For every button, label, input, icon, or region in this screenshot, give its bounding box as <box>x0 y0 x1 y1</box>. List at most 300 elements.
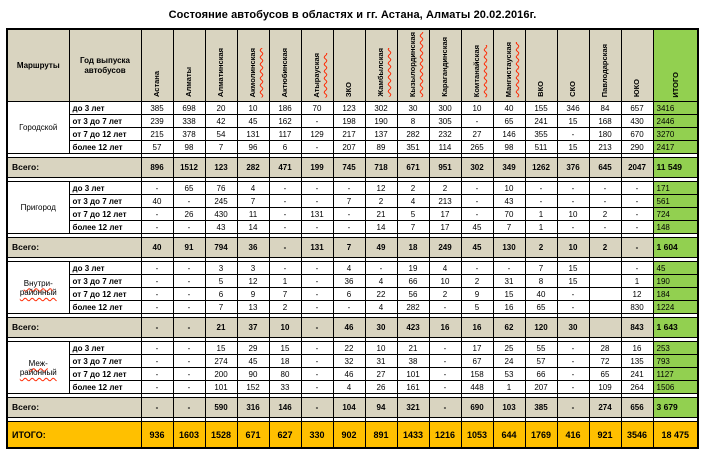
section-total-cell: 274 <box>589 398 621 418</box>
table-row <box>7 115 698 128</box>
value-cell <box>589 288 621 301</box>
value-cell: 8 <box>525 275 557 288</box>
region-column-header <box>301 29 333 102</box>
value-cell: 207 <box>333 141 365 154</box>
grand-total-row <box>7 422 698 449</box>
value-cell: - <box>557 355 589 368</box>
value-cell: 109 <box>589 381 621 394</box>
section-total-label: Всего: <box>7 318 141 338</box>
grand-total-cell: 3546 <box>621 422 653 449</box>
region-column-label: ЗКО <box>344 82 354 98</box>
grand-total-cell: 416 <box>557 422 589 449</box>
row-total-cell: 45 <box>653 262 698 275</box>
value-cell: 21 <box>397 342 429 355</box>
section-total-label: Всего: <box>7 238 141 258</box>
value-cell: 232 <box>429 128 461 141</box>
section-total-cell: - <box>301 318 333 338</box>
value-cell: - <box>557 288 589 301</box>
value-cell: 70 <box>493 208 525 221</box>
value-cell: 5 <box>205 275 237 288</box>
table-row <box>7 275 698 288</box>
section-total-cell: - <box>269 238 301 258</box>
region-column-header <box>365 29 397 102</box>
value-cell: 2 <box>589 208 621 221</box>
value-cell: 18 <box>269 355 301 368</box>
value-cell: - <box>461 115 493 128</box>
region-column-label: Алматинская <box>216 48 226 98</box>
value-cell: 4 <box>429 262 461 275</box>
route-section-name-line: Городской <box>19 123 58 133</box>
value-cell: 17 <box>429 221 461 234</box>
route-section-label <box>7 102 69 154</box>
value-cell: 670 <box>621 128 653 141</box>
value-cell: - <box>173 288 205 301</box>
value-cell: 245 <box>205 195 237 208</box>
section-total-cell: 671 <box>397 158 429 178</box>
value-cell: 6 <box>333 288 365 301</box>
region-column-header <box>397 29 429 102</box>
table-row <box>7 355 698 368</box>
route-section-name-line: районный <box>19 367 57 377</box>
region-column-header <box>429 29 461 102</box>
section-total-cell: 645 <box>589 158 621 178</box>
grand-total-cell: 921 <box>589 422 621 449</box>
table-row <box>7 342 698 355</box>
value-cell: 10 <box>237 102 269 115</box>
route-section-name-line: Меж- <box>28 358 48 368</box>
section-total-cell: 376 <box>557 158 589 178</box>
grand-total-cell: 1528 <box>205 422 237 449</box>
table-row <box>7 182 698 195</box>
value-cell: 98 <box>173 141 205 154</box>
value-cell: 40 <box>141 195 173 208</box>
age-range-label: от 7 до 12 лет <box>69 368 141 381</box>
value-cell: - <box>173 381 205 394</box>
grand-total-label: ИТОГО: <box>7 422 141 449</box>
section-total-cell: 2 <box>525 238 557 258</box>
region-column-header <box>269 29 301 102</box>
value-cell: 430 <box>621 115 653 128</box>
value-cell: 7 <box>525 262 557 275</box>
value-cell: 80 <box>269 368 301 381</box>
value-cell: 5 <box>461 301 493 314</box>
value-cell: 264 <box>621 381 653 394</box>
age-range-label: от 7 до 12 лет <box>69 128 141 141</box>
section-grand-total-cell: 3 679 <box>653 398 698 418</box>
value-cell: - <box>173 301 205 314</box>
section-total-cell: 951 <box>429 158 461 178</box>
header-row <box>7 29 698 102</box>
row-total-cell: 1224 <box>653 301 698 314</box>
value-cell: 42 <box>205 115 237 128</box>
value-cell: 117 <box>269 128 301 141</box>
value-cell: 2 <box>461 275 493 288</box>
row-total-cell: 171 <box>653 182 698 195</box>
age-range-label: от 7 до 12 лет <box>69 288 141 301</box>
age-range-label: до 3 лет <box>69 102 141 115</box>
value-cell: 8 <box>397 115 429 128</box>
grand-total-cell: 1433 <box>397 422 429 449</box>
value-cell: 14 <box>237 221 269 234</box>
section-total-cell: - <box>429 398 461 418</box>
value-cell: 67 <box>461 355 493 368</box>
value-cell: 9 <box>237 288 269 301</box>
row-total-cell: 148 <box>653 221 698 234</box>
value-cell: 7 <box>493 221 525 234</box>
value-cell: - <box>557 381 589 394</box>
value-cell: 300 <box>429 102 461 115</box>
section-total-cell: 2 <box>589 238 621 258</box>
grand-total-cell: 671 <box>237 422 269 449</box>
row-total-cell: 561 <box>653 195 698 208</box>
value-cell: 2 <box>269 301 301 314</box>
value-cell: 20 <box>205 102 237 115</box>
grand-total-sum-cell: 18 475 <box>653 422 698 449</box>
section-total-cell: 385 <box>525 398 557 418</box>
value-cell: 22 <box>333 342 365 355</box>
section-total-cell: 21 <box>205 318 237 338</box>
table-row <box>7 221 698 234</box>
value-cell: 155 <box>525 102 557 115</box>
value-cell: 72 <box>589 355 621 368</box>
section-total-cell: 36 <box>237 238 269 258</box>
value-cell: 3 <box>205 262 237 275</box>
value-cell: 7 <box>205 301 237 314</box>
value-cell: 114 <box>429 141 461 154</box>
section-total-cell: 10 <box>269 318 301 338</box>
value-cell: 430 <box>205 208 237 221</box>
value-cell: 40 <box>493 102 525 115</box>
value-cell: - <box>173 262 205 275</box>
value-cell <box>589 301 621 314</box>
value-cell: 2 <box>429 182 461 195</box>
value-cell: 146 <box>493 128 525 141</box>
section-total-cell: 471 <box>269 158 301 178</box>
value-cell: 2 <box>365 195 397 208</box>
region-column-label: Жамбылская <box>376 48 386 98</box>
value-cell: - <box>461 208 493 221</box>
value-cell: 4 <box>333 262 365 275</box>
value-cell: - <box>141 288 173 301</box>
age-range-label: от 3 до 7 лет <box>69 275 141 288</box>
table-row <box>7 368 698 381</box>
section-total-cell: 146 <box>269 398 301 418</box>
value-cell: 53 <box>493 368 525 381</box>
value-cell: 12 <box>365 182 397 195</box>
value-cell: 6 <box>205 288 237 301</box>
value-cell: 7 <box>269 288 301 301</box>
value-cell: 213 <box>589 141 621 154</box>
grand-total-cell: 1053 <box>461 422 493 449</box>
value-cell: 15 <box>269 342 301 355</box>
value-cell: 241 <box>525 115 557 128</box>
value-cell: - <box>493 262 525 275</box>
value-cell: 265 <box>461 141 493 154</box>
value-cell: 65 <box>173 182 205 195</box>
section-total-cell: 794 <box>205 238 237 258</box>
section-total-row <box>7 238 698 258</box>
value-cell: 24 <box>493 355 525 368</box>
value-cell: 17 <box>429 208 461 221</box>
section-total-cell: 120 <box>525 318 557 338</box>
value-cell: - <box>333 182 365 195</box>
grand-total-cell: 627 <box>269 422 301 449</box>
region-column-header <box>141 29 173 102</box>
value-cell: 12 <box>621 288 653 301</box>
value-cell: 26 <box>365 381 397 394</box>
table-row <box>7 301 698 314</box>
age-range-label: более 12 лет <box>69 141 141 154</box>
total-column-label: ИТОГО <box>670 71 680 98</box>
value-cell: - <box>301 262 333 275</box>
table-row <box>7 195 698 208</box>
value-cell: 66 <box>525 368 557 381</box>
value-cell: 57 <box>141 141 173 154</box>
region-column-header <box>237 29 269 102</box>
section-total-cell: - <box>621 238 653 258</box>
section-total-cell: 1512 <box>173 158 205 178</box>
value-cell: - <box>621 195 653 208</box>
section-total-cell: 10 <box>557 238 589 258</box>
section-total-cell: 46 <box>333 318 365 338</box>
section-total-cell: 45 <box>461 238 493 258</box>
value-cell: 137 <box>365 128 397 141</box>
section-total-cell: - <box>141 318 173 338</box>
section-total-row <box>7 158 698 178</box>
value-cell: 161 <box>397 381 429 394</box>
value-cell: 207 <box>525 381 557 394</box>
route-section-label <box>7 182 69 234</box>
value-cell: 90 <box>237 368 269 381</box>
value-cell: 305 <box>429 115 461 128</box>
value-cell: 29 <box>237 342 269 355</box>
section-total-cell: 2047 <box>621 158 653 178</box>
row-total-cell: 184 <box>653 288 698 301</box>
route-section-name-line: Внутри- <box>23 278 53 288</box>
value-cell: 70 <box>301 102 333 115</box>
value-cell: - <box>333 301 365 314</box>
value-cell: 10 <box>557 208 589 221</box>
age-range-label: до 3 лет <box>69 342 141 355</box>
value-cell: 38 <box>397 355 429 368</box>
value-cell: 43 <box>493 195 525 208</box>
value-cell: 89 <box>365 141 397 154</box>
section-total-cell <box>589 318 621 338</box>
row-total-cell: 2446 <box>653 115 698 128</box>
section-total-cell: 94 <box>365 398 397 418</box>
value-cell: - <box>557 182 589 195</box>
value-cell: - <box>141 342 173 355</box>
age-range-label: от 3 до 7 лет <box>69 195 141 208</box>
value-cell: 10 <box>493 182 525 195</box>
region-column-label: Атырауская <box>312 52 322 98</box>
value-cell: 158 <box>461 368 493 381</box>
age-range-label: более 12 лет <box>69 221 141 234</box>
value-cell: - <box>269 195 301 208</box>
grand-total-cell: 1603 <box>173 422 205 449</box>
value-cell: 28 <box>589 342 621 355</box>
bus-table <box>6 28 699 449</box>
value-cell: - <box>333 221 365 234</box>
value-cell: - <box>461 195 493 208</box>
row-total-cell: 3416 <box>653 102 698 115</box>
region-column-label: Актюбинская <box>280 47 290 98</box>
value-cell: 123 <box>333 102 365 115</box>
region-column-label: Кызылординская <box>408 32 418 98</box>
value-cell: 168 <box>589 115 621 128</box>
value-cell: - <box>461 182 493 195</box>
value-cell: 10 <box>429 275 461 288</box>
year-column-header: Год выпуска автобусов <box>69 29 141 102</box>
value-cell: 385 <box>141 102 173 115</box>
section-grand-total-cell: 1 604 <box>653 238 698 258</box>
table-row <box>7 141 698 154</box>
region-column-header <box>333 29 365 102</box>
value-cell: 290 <box>621 141 653 154</box>
region-column-label: Акмолинская <box>248 47 258 98</box>
value-cell: - <box>269 221 301 234</box>
value-cell: 56 <box>397 288 429 301</box>
value-cell: 131 <box>237 128 269 141</box>
value-cell: 101 <box>205 381 237 394</box>
grand-total-cell: 1216 <box>429 422 461 449</box>
grand-total-cell: 902 <box>333 422 365 449</box>
age-range-label: от 7 до 12 лет <box>69 208 141 221</box>
table-row <box>7 262 698 275</box>
value-cell <box>589 262 621 275</box>
value-cell: 10 <box>365 342 397 355</box>
value-cell: 31 <box>365 355 397 368</box>
grand-total-cell: 1769 <box>525 422 557 449</box>
value-cell: 5 <box>397 208 429 221</box>
value-cell: 10 <box>461 102 493 115</box>
value-cell: 9 <box>461 288 493 301</box>
value-cell: 302 <box>365 102 397 115</box>
value-cell: - <box>333 208 365 221</box>
value-cell: 830 <box>621 301 653 314</box>
value-cell: - <box>173 355 205 368</box>
row-total-cell: 3270 <box>653 128 698 141</box>
value-cell: 239 <box>141 115 173 128</box>
value-cell: 4 <box>397 195 429 208</box>
page-title: Состояние автобусов в областях и гг. Астана, Алматы 20.02.2016г. <box>168 9 537 21</box>
age-range-label: от 3 до 7 лет <box>69 115 141 128</box>
region-column-label: Мангистауская <box>504 41 514 98</box>
value-cell: 27 <box>461 128 493 141</box>
value-cell: 355 <box>525 128 557 141</box>
value-cell: 698 <box>173 102 205 115</box>
value-cell: - <box>621 221 653 234</box>
section-total-cell: - <box>141 398 173 418</box>
value-cell: - <box>429 368 461 381</box>
section-total-cell: 423 <box>397 318 429 338</box>
value-cell: 4 <box>365 275 397 288</box>
value-cell: 15 <box>557 275 589 288</box>
route-section-label <box>7 262 69 314</box>
age-range-label: более 12 лет <box>69 301 141 314</box>
region-column-label: Карагандинская <box>440 37 450 98</box>
value-cell: 54 <box>205 128 237 141</box>
region-column-label: Астана <box>152 71 162 98</box>
value-cell: 16 <box>493 301 525 314</box>
value-cell: 98 <box>493 141 525 154</box>
value-cell: - <box>525 195 557 208</box>
value-cell: 1 <box>525 208 557 221</box>
value-cell: - <box>269 182 301 195</box>
age-range-label: до 3 лет <box>69 182 141 195</box>
value-cell: - <box>141 368 173 381</box>
value-cell: - <box>621 208 653 221</box>
value-cell: - <box>557 301 589 314</box>
age-range-label: до 3 лет <box>69 262 141 275</box>
grand-total-cell: 644 <box>493 422 525 449</box>
section-total-cell: 690 <box>461 398 493 418</box>
value-cell: 274 <box>205 355 237 368</box>
value-cell: 162 <box>269 115 301 128</box>
value-cell: 215 <box>141 128 173 141</box>
section-total-cell: 30 <box>365 318 397 338</box>
section-total-cell: 37 <box>237 318 269 338</box>
region-column-header <box>589 29 621 102</box>
value-cell: 129 <box>301 128 333 141</box>
value-cell: - <box>301 115 333 128</box>
value-cell: 186 <box>269 102 301 115</box>
value-cell: - <box>557 128 589 141</box>
section-total-cell: - <box>173 318 205 338</box>
age-range-label: более 12 лет <box>69 381 141 394</box>
value-cell: - <box>557 342 589 355</box>
value-cell: 200 <box>205 368 237 381</box>
value-cell: 7 <box>333 195 365 208</box>
value-cell: 22 <box>365 288 397 301</box>
value-cell: 19 <box>397 262 429 275</box>
value-cell: 46 <box>333 368 365 381</box>
value-cell: - <box>141 381 173 394</box>
section-grand-total-cell: 11 549 <box>653 158 698 178</box>
value-cell: - <box>173 342 205 355</box>
section-total-cell: 7 <box>333 238 365 258</box>
value-cell: 13 <box>237 301 269 314</box>
value-cell: 84 <box>589 102 621 115</box>
section-total-cell: 656 <box>621 398 653 418</box>
value-cell: 11 <box>237 208 269 221</box>
value-cell: 12 <box>237 275 269 288</box>
value-cell: 282 <box>397 128 429 141</box>
section-total-cell: - <box>557 398 589 418</box>
section-total-cell: 896 <box>141 158 173 178</box>
value-cell: - <box>589 182 621 195</box>
row-total-cell: 1506 <box>653 381 698 394</box>
value-cell: - <box>429 381 461 394</box>
value-cell: - <box>429 355 461 368</box>
value-cell: 4 <box>237 182 269 195</box>
section-total-cell: 16 <box>461 318 493 338</box>
value-cell: - <box>301 195 333 208</box>
value-cell: 55 <box>525 342 557 355</box>
section-total-cell: 843 <box>621 318 653 338</box>
value-cell: - <box>557 221 589 234</box>
value-cell: - <box>365 262 397 275</box>
value-cell: 15 <box>205 342 237 355</box>
region-column-header <box>525 29 557 102</box>
value-cell: 65 <box>589 368 621 381</box>
value-cell: 32 <box>333 355 365 368</box>
value-cell: 45 <box>237 355 269 368</box>
table-row <box>7 208 698 221</box>
grand-total-cell: 330 <box>301 422 333 449</box>
value-cell: 378 <box>173 128 205 141</box>
value-cell: 40 <box>525 288 557 301</box>
